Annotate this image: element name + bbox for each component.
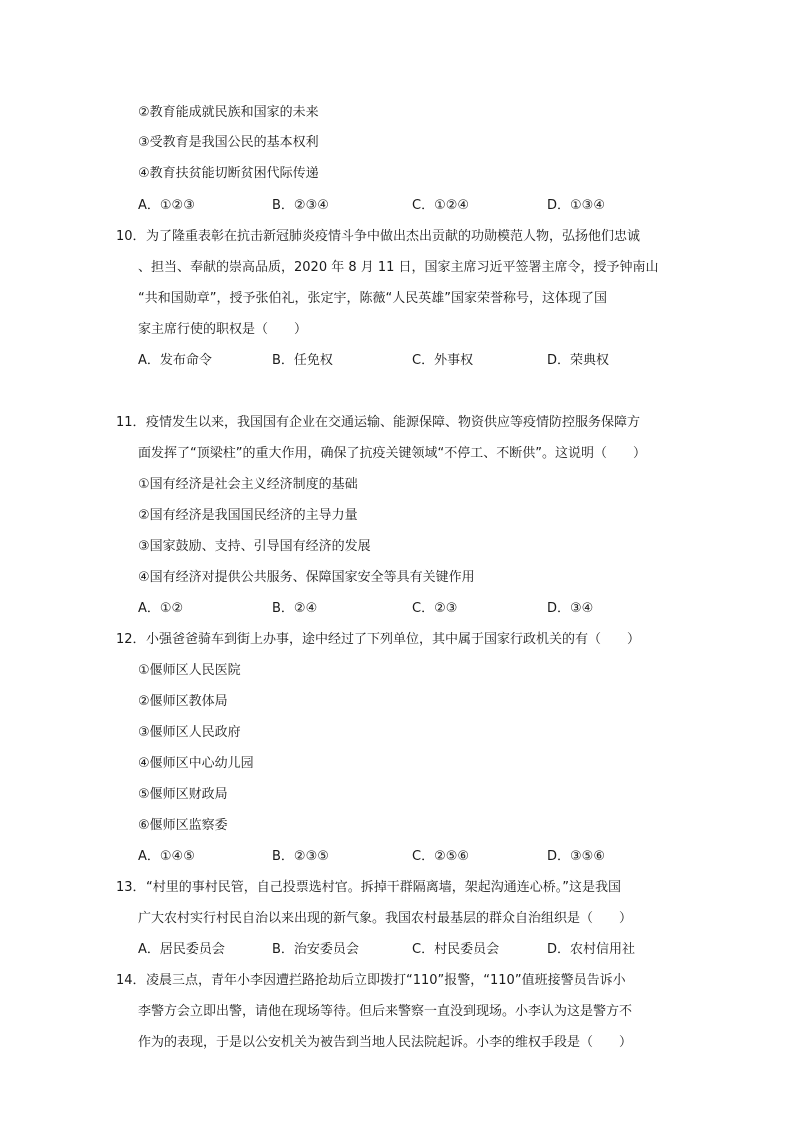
option-item: ⑤偃师区财政局 [138, 787, 228, 802]
question-text: 凌晨三点，青年小李因遭拦路抢劫后立即拨打“110”报警，“110”值班接警员告诉小 [146, 973, 626, 988]
choice-b[interactable]: B．任免权 [272, 353, 333, 368]
question-text: 、担当、奉献的崇高品质，2020 年 8 月 11 日，国家主席习近平签署主席令，授予钟南山 [138, 260, 659, 275]
choice-a[interactable]: A．居民委员会 [138, 942, 225, 957]
option-item: ①偃师区人民医院 [138, 663, 241, 678]
option-item: ②教育能成就民族和国家的未来 [138, 105, 319, 120]
question-number: 11． [116, 415, 146, 430]
choice-b[interactable]: B．治安委员会 [272, 942, 359, 957]
choice-b[interactable]: B．②④ [272, 601, 318, 616]
choice-d[interactable]: D．③④ [547, 601, 594, 616]
question-number: 12． [116, 632, 146, 647]
answer-choices [138, 940, 698, 960]
option-item: ③受教育是我国公民的基本权利 [138, 135, 319, 150]
answer-choices [138, 599, 698, 619]
answer-choices [138, 847, 698, 867]
question-text: 疫情发生以来，我国国有企业在交通运输、能源保障、物资供应等疫情防控服务保障方 [146, 415, 641, 430]
answer-choices [138, 196, 698, 216]
question-text: 作为的表现，于是以公安机关为被告到当地人民法院起诉。小李的维权手段是（ ） [138, 1035, 633, 1050]
question-text: 小强爸爸骑车到街上办事，途中经过了下列单位，其中属于国家行政机关的有（ ） [146, 632, 641, 647]
choice-c[interactable]: C．②⑤⑥ [412, 849, 470, 864]
option-item: ③偃师区人民政府 [138, 725, 241, 740]
option-item: ④教育扶贫能切断贫困代际传递 [138, 166, 319, 181]
choice-d[interactable]: D．①③④ [547, 198, 605, 213]
option-item: ①国有经济是社会主义经济制度的基础 [138, 477, 358, 492]
choice-c[interactable]: C．①②④ [412, 198, 470, 213]
choice-d[interactable]: D．③⑤⑥ [547, 849, 605, 864]
option-item: ②国有经济是我国国民经济的主导力量 [138, 508, 358, 523]
choice-c[interactable]: C．村民委员会 [412, 942, 500, 957]
question-text: 广大农村实行村民自治以来出现的新气象。我国农村最基层的群众自治组织是（ ） [138, 911, 633, 926]
choice-c[interactable]: C．②③ [412, 601, 458, 616]
answer-choices [138, 351, 698, 371]
option-item: ③国家鼓励、支持、引导国有经济的发展 [138, 539, 371, 554]
question-text: 面发挥了“顶梁柱”的重大作用，确保了抗疫关键领域“不停工、不断供”。这说明（ ） [138, 446, 646, 461]
choice-a[interactable]: A．①②③ [138, 198, 195, 213]
option-item: ④偃师区中心幼儿园 [138, 756, 254, 771]
choice-a[interactable]: A．①② [138, 601, 184, 616]
choice-b[interactable]: B．②③④ [272, 198, 329, 213]
option-item: ④国有经济对提供公共服务、保障国家安全等具有关键作用 [138, 570, 475, 585]
question-text: 李警方会立即出警，请他在现场等待。但后来警察一直没到现场。小李认为这是警方不 [138, 1004, 633, 1019]
option-item: ⑥偃师区监察委 [138, 818, 228, 833]
choice-b[interactable]: B．②③⑤ [272, 849, 329, 864]
choice-a[interactable]: A．发布命令 [138, 353, 212, 368]
choice-d[interactable]: D．荣典权 [547, 353, 610, 368]
choice-d[interactable]: D．农村信用社 [547, 942, 636, 957]
question-number: 14． [116, 973, 146, 988]
question-text: 为了隆重表彰在抗击新冠肺炎疫情斗争中做出杰出贡献的功勋模范人物，弘扬他们忠诚 [146, 229, 641, 244]
option-item: ②偃师区教体局 [138, 694, 228, 709]
question-text: “共和国勋章”，授予张伯礼，张定宇，陈薇“人民英雄”国家荣誉称号，这体现了国 [138, 291, 607, 306]
question-text: “村里的事村民管，自己投票选村官。拆掉干群隔离墙，架起沟通连心桥。”这是我国 [146, 880, 621, 895]
choice-c[interactable]: C．外事权 [412, 353, 474, 368]
question-text: 家主席行使的职权是（ ） [138, 322, 308, 337]
question-number: 10． [116, 229, 146, 244]
question-number: 13． [116, 880, 146, 895]
choice-a[interactable]: A．①④⑤ [138, 849, 195, 864]
